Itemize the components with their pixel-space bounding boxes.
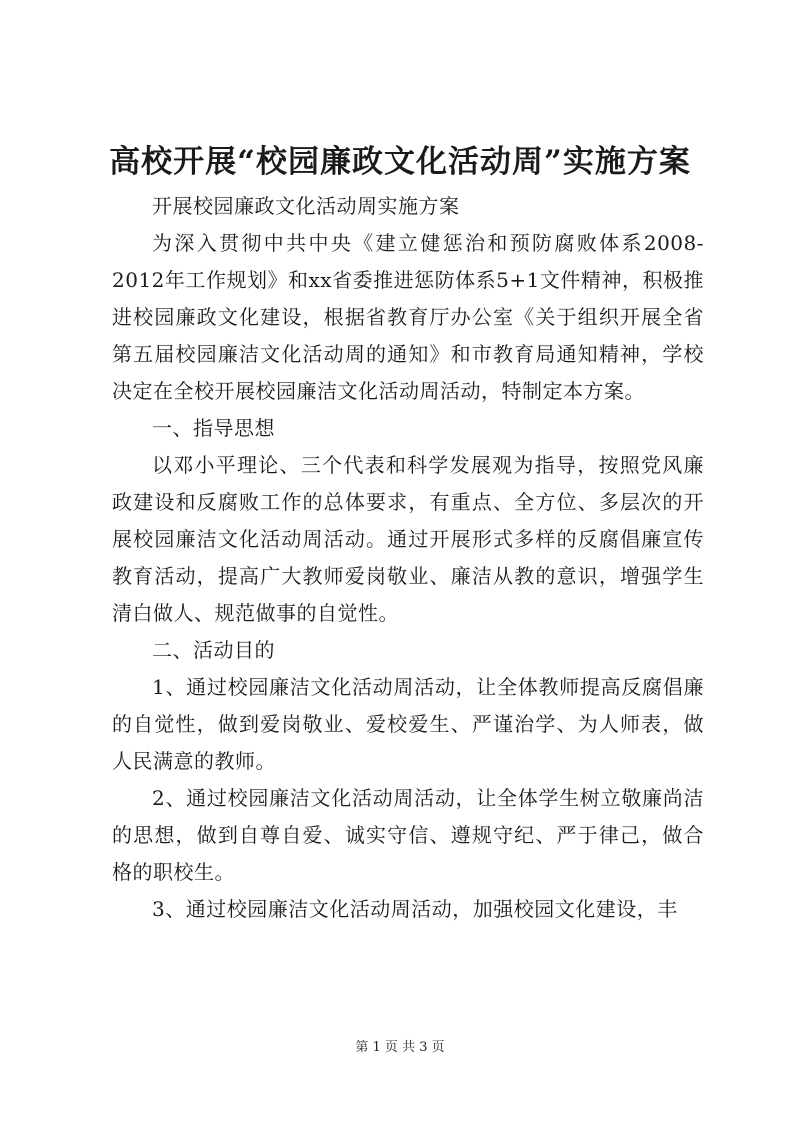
document-body <box>112 188 704 928</box>
document-title: 高校开展“校园廉政文化活动周”实施方案 <box>109 144 691 180</box>
purpose-item-3: 3、通过校园廉洁文化活动周活动，加强校园文化建设，丰 <box>152 897 678 921</box>
section-heading-guiding-ideology: 一、指导思想 <box>152 416 275 440</box>
guiding-ideology-paragraph: 以邓小平理论、三个代表和科学发展观为指导，按照党风廉政建设和反腐败工作的总体要求，有重点、全方位、多层次的开展校园廉洁文化活动周活动。通过开展形式多样的反腐倡廉宣传教育活动，提高广大教师爱岗敬业、廉洁从教的意识，增强学生清白做人、规范做事的自觉性。 <box>112 453 704 625</box>
section-heading-activity-purpose: 二、活动目的 <box>152 638 275 662</box>
subtitle-paragraph: 开展校园廉政文化活动周实施方案 <box>152 194 460 218</box>
intro-paragraph: 为深入贯彻中共中央《建立健惩治和预防腐败体系2008-2012年工作规划》和xx省委推进惩防体系5+1文件精神，积极推进校园廉政文化建设，根据省教育厅办公室《关于组织开展全省第五届校园廉洁文化活动周的通知》和市教育局通知精神，学校决定在全校开展校园廉洁文化活动周活动，特制定本方案。 <box>112 231 704 403</box>
page-footer: 第 1 页 共 3 页 <box>355 1040 445 1055</box>
purpose-item-1: 1、通过校园廉洁文化活动周活动，让全体教师提高反腐倡廉的自觉性，做到爱岗敬业、爱校爱生、严谨治学、为人师表，做人民满意的教师。 <box>112 675 704 773</box>
purpose-item-2: 2、通过校园廉洁文化活动周活动，让全体学生树立敬廉尚洁的思想，做到自尊自爱、诚实守信、遵规守纪、严于律己，做合格的职校生。 <box>112 786 704 884</box>
